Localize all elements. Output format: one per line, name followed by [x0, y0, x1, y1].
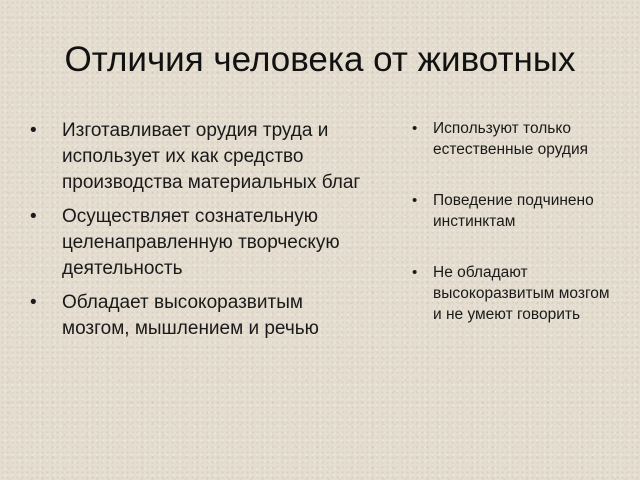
bullet-icon: • — [412, 264, 418, 281]
human-traits-list — [30, 118, 366, 350]
bullet-icon: • — [30, 292, 37, 313]
list-item — [412, 262, 622, 325]
bullet-icon: • — [30, 206, 37, 227]
list-item — [30, 118, 366, 196]
list-item-text: Используют только естественные орудия — [433, 120, 589, 158]
bullet-icon: • — [412, 120, 418, 137]
list-item — [412, 118, 622, 160]
bullet-icon: • — [412, 192, 418, 209]
list-item-text: Не обладают высокоразвитым мозгом и не умеют говорить — [433, 264, 610, 323]
slide-title: Отличия человека от животных — [64, 40, 576, 79]
list-item — [30, 204, 366, 282]
list-item-text: Обладает высокоразвитым мозгом, мышлением и речью — [62, 292, 319, 339]
list-item-text: Поведение подчинено инстинктам — [433, 192, 594, 230]
animal-traits-list — [412, 118, 622, 355]
list-item-text: Изготавливает орудия труда и использует их как средство производства материальных благ — [62, 120, 361, 193]
list-item — [30, 290, 366, 342]
bullet-icon: • — [30, 120, 37, 141]
list-item — [412, 190, 622, 232]
list-item-text: Осуществляет сознательную целенаправленную творческую деятельность — [62, 206, 340, 279]
